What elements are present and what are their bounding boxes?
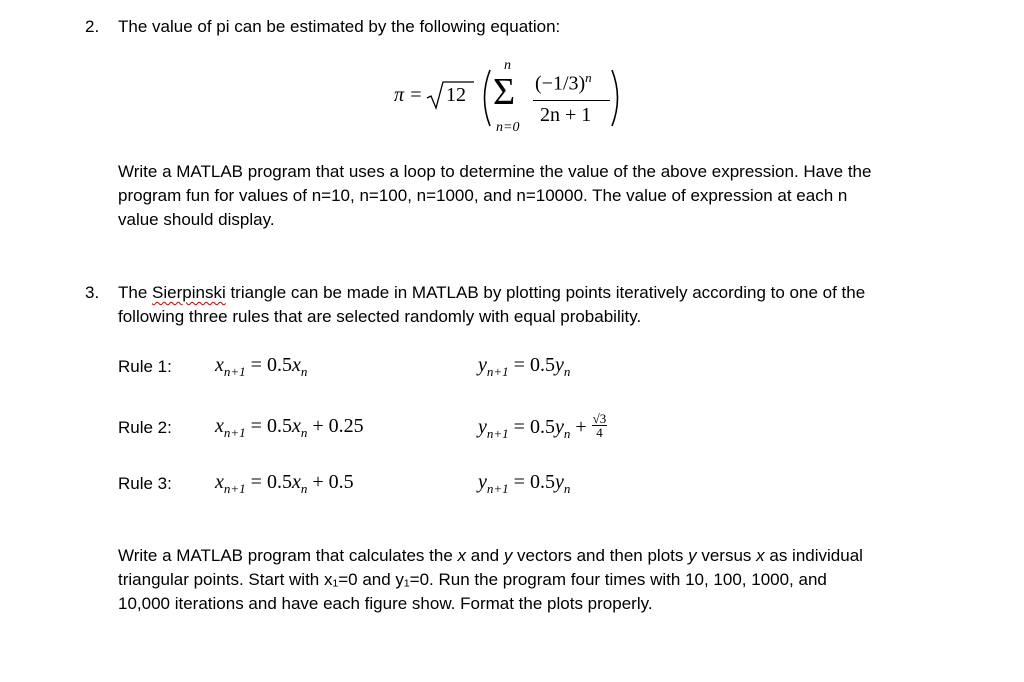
fraction-bar bbox=[533, 100, 610, 101]
problem-3-intro bbox=[118, 281, 865, 329]
rule-3-x-coef: = 0.5 bbox=[250, 471, 292, 493]
rule-2-y-coef: = 0.5 bbox=[513, 416, 555, 439]
pi-formula bbox=[390, 58, 650, 138]
rule-3-x-equation: $x_{n+1} = 0.5x_n + 0.5$ bbox=[215, 471, 354, 496]
fraction-den: 4 bbox=[596, 425, 603, 440]
sum-lower-limit: n=0 bbox=[496, 120, 520, 135]
fraction-num: √3 bbox=[592, 411, 607, 426]
spellcheck-word: Sierpinski bbox=[152, 283, 226, 302]
problem-3-body-line: triangular points. Start with x₁=0 and y₁=0. Run the program four times with 10, 100, 1000, and bbox=[118, 570, 827, 589]
problem-3-number: 3. bbox=[85, 283, 100, 302]
problem-2-body bbox=[118, 160, 871, 232]
right-paren bbox=[610, 68, 624, 128]
intro-pre: The bbox=[118, 283, 153, 302]
rule-1-y-equation: $y_{n+1} = 0.5y_n$ bbox=[478, 354, 571, 379]
problem-2-number: 2. bbox=[85, 17, 100, 36]
rule-3-y-coef: = 0.5 bbox=[513, 471, 555, 493]
numerator-base: (−1/3) bbox=[535, 72, 586, 95]
rule-3-y-equation: $y_{n+1} = 0.5y_n$ bbox=[478, 471, 571, 496]
rule-1-label: Rule 1: bbox=[118, 357, 172, 376]
rule-1-y-coef: = 0.5 bbox=[513, 354, 555, 376]
rule-2-y-tail: + bbox=[570, 416, 587, 439]
sum-upper-limit: n bbox=[504, 58, 511, 73]
fraction-numerator bbox=[535, 70, 592, 96]
problem-3-body-line: 10,000 iterations and have each figure show. Format the plots properly. bbox=[118, 594, 653, 613]
problem-3-body bbox=[118, 544, 863, 616]
rule-2-x-coef: = 0.5 bbox=[250, 415, 292, 437]
rule-2-y-fraction bbox=[592, 412, 608, 439]
sqrt-argument: 12 bbox=[446, 84, 466, 106]
rule-2-x-equation: $x_{n+1} = 0.5x_n + 0.25$ bbox=[215, 415, 364, 440]
numerator-exponent: n bbox=[585, 70, 592, 85]
left-paren bbox=[478, 68, 492, 128]
rule-2-label: Rule 2: bbox=[118, 418, 172, 437]
problem-3-intro-line-1 bbox=[118, 281, 865, 305]
intro-post: triangle can be made in MATLAB by plotting points iteratively according to one of the bbox=[225, 283, 866, 302]
rule-2-x-tail: + 0.25 bbox=[307, 415, 364, 437]
rule-2-y-equation: $y_{n+1} = 0.5y_n$ + $\frac{√3}{4}$ bbox=[478, 411, 607, 442]
fraction-denominator: 2n + 1 bbox=[540, 104, 592, 126]
problem-3-intro-line-2: following three rules that are selected randomly with equal probability. bbox=[118, 307, 642, 326]
sum-sigma: Σ bbox=[493, 71, 516, 113]
problem-2-intro: The value of pi can be estimated by the following equation: bbox=[118, 17, 561, 36]
problem-2-body-line: Write a MATLAB program that uses a loop to determine the value of the above expression. Have the bbox=[118, 162, 872, 181]
problem-2-body-line: program fun for values of n=10, n=100, n=1000, and n=10000. The value of expression at each n bbox=[118, 186, 848, 205]
formula-lhs: π = bbox=[394, 84, 423, 106]
rule-1-x-coef: = 0.5 bbox=[250, 354, 292, 376]
problem-2-body-line: value should display. bbox=[118, 210, 275, 229]
problem-3-body-line: Write a MATLAB program that calculates the x and y vectors and then plots y versus x as individual bbox=[118, 546, 863, 565]
rule-3-label: Rule 3: bbox=[118, 474, 172, 493]
rule-3-x-tail: + 0.5 bbox=[307, 471, 354, 493]
rule-1-x-equation: $x_{n+1} = 0.5x_n$ bbox=[215, 354, 308, 379]
